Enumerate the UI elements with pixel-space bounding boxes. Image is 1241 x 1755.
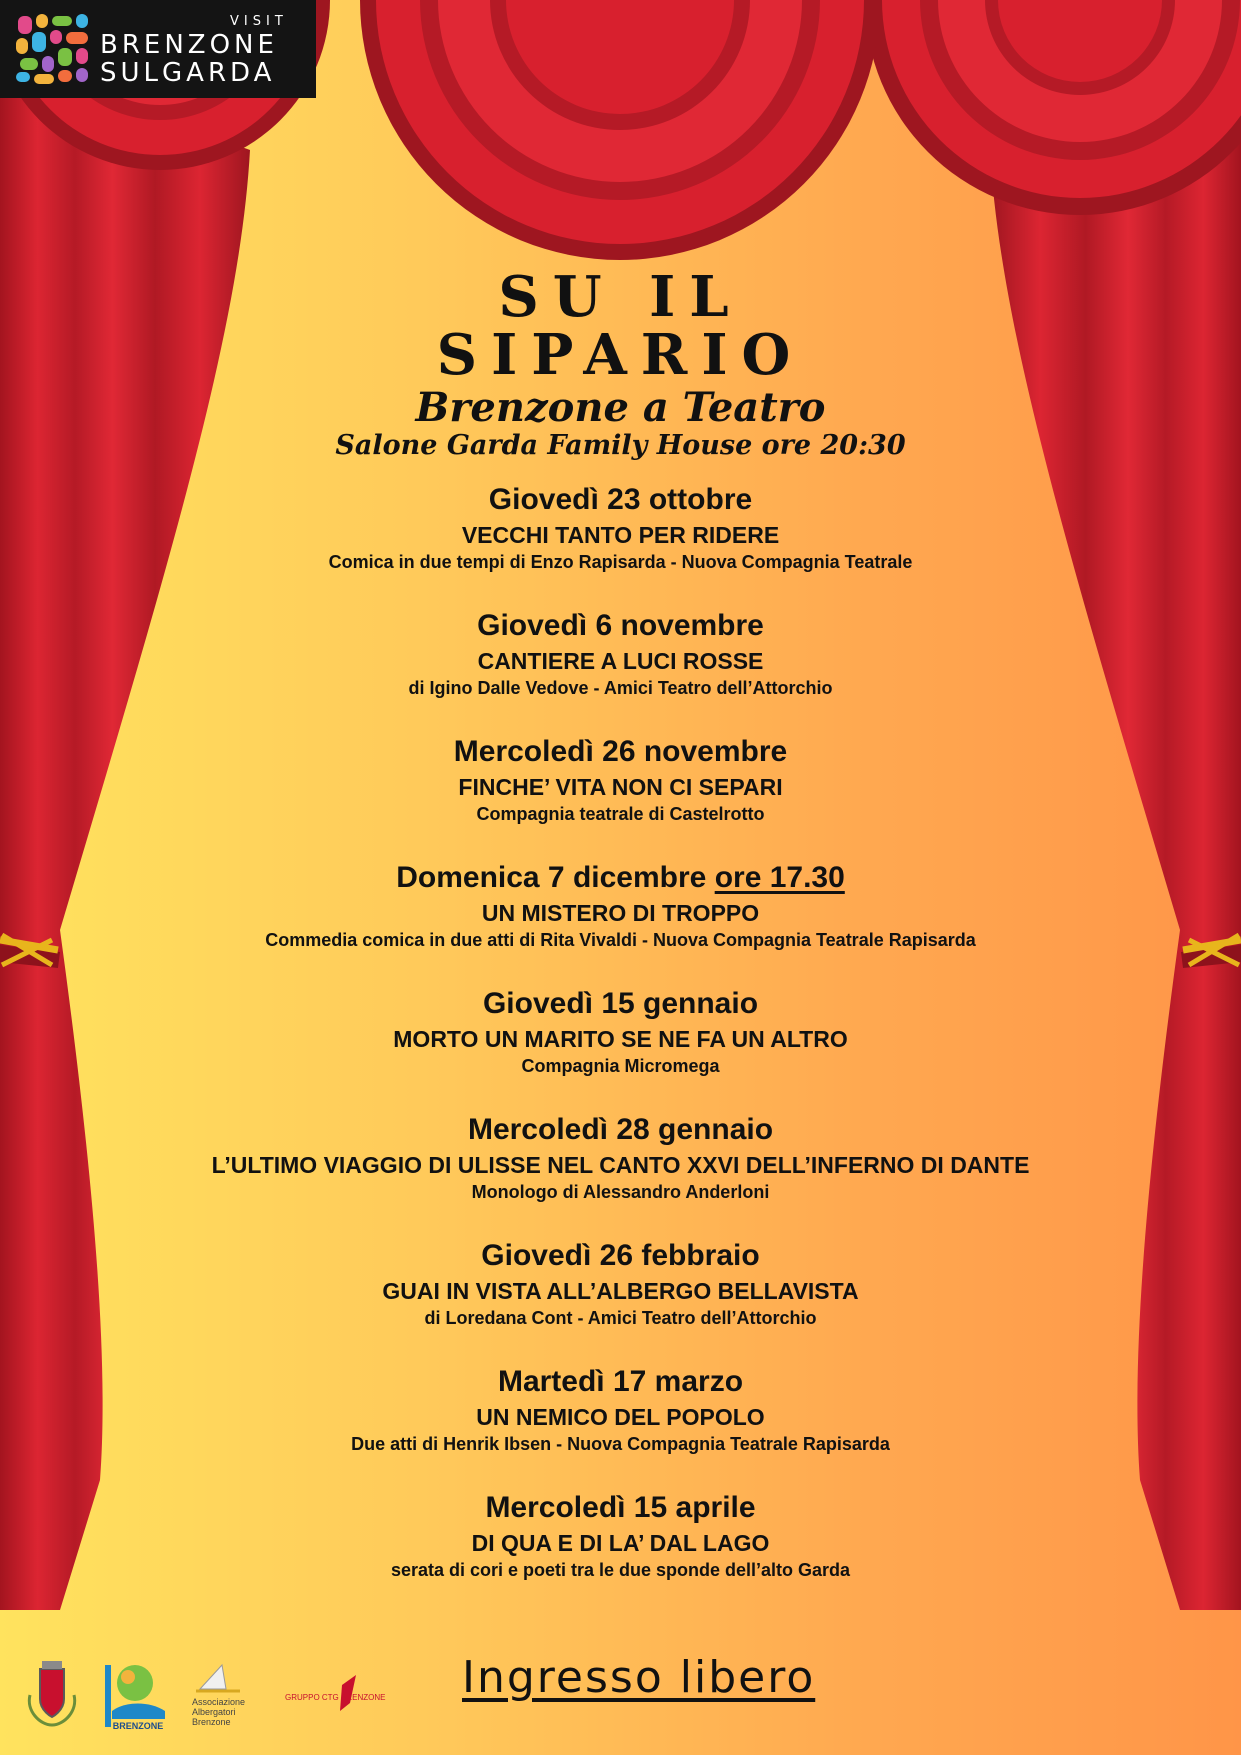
logo-brenzone: BRENZONE [100,30,278,60]
event-description: Compagnia Micromega [521,1056,720,1076]
ctg-label: GRUPPO CTG BRENZONE [285,1693,386,1702]
event-date: Giovedì 15 gennaio [482,987,759,1020]
event-description: Commedia comica in due atti di Rita Vivaldi - Nuova Compagnia Teatrale Rapisarda [265,930,976,950]
event-item [0,858,1241,984]
event-item [0,1488,1241,1614]
event-title: VECCHI TANTO PER RIDERE [461,522,780,548]
event-description: Compagnia teatrale di Castelrotto [476,804,765,824]
poster-content [0,264,1241,1614]
event-title: GUAI IN VISTA ALL’ALBERGO BELLAVISTA [382,1278,859,1304]
event-list [0,480,1241,1614]
event-description: di Loredana Cont - Amici Teatro dell’Attorchio [424,1308,817,1328]
event-item [0,480,1241,606]
albergatori-line2: Albergatori [192,1707,236,1717]
event-title: MORTO UN MARITO SE NE FA UN ALTRO [393,1026,848,1052]
event-item [0,984,1241,1110]
albergatori-logo [192,1665,245,1727]
event-date: Giovedì 6 novembre [477,609,764,642]
event-date: Martedì 17 marzo [497,1365,744,1398]
event-description: Due atti di Henrik Ibsen - Nuova Compagnia Teatrale Rapisarda [351,1434,890,1454]
event-date: Giovedì 23 ottobre [488,483,753,516]
pro-loco-logo [105,1665,165,1731]
event-description: Monologo di Alessandro Anderloni [471,1182,770,1202]
albergatori-line1: Associazione [192,1697,246,1707]
event-title: UN NEMICO DEL POPOLO [476,1404,765,1430]
event-item [0,1236,1241,1362]
event-title: CANTIERE A LUCI ROSSE [477,648,764,674]
visit-brenzone-logo[interactable] [0,0,316,98]
albergatori-line3: Brenzone [192,1717,231,1727]
event-title: FINCHE’ VITA NON CI SEPARI [458,774,783,800]
sponsor-logos [0,1655,440,1735]
event-date: Giovedì 26 febbraio [481,1239,760,1272]
title-line1: SU IL [498,264,743,330]
event-description: Comica in due tempi di Enzo Rapisarda - Nuova Compagnia Teatrale [328,552,913,572]
event-item [0,732,1241,858]
event-time: ore 17.30 [714,861,845,894]
logo-visit: VISIT [230,14,288,29]
venue-time: Salone Garda Family House ore 20:30 [335,430,906,461]
ctg-logo [285,1675,385,1711]
mosaic-icon [16,14,90,84]
event-item [0,1110,1241,1236]
event-date-line [0,858,1241,898]
event-item [0,1362,1241,1488]
title-line2: SIPARIO [436,322,805,388]
event-date: Mercoledì 26 novembre [453,735,788,768]
event-description: serata di cori e poeti tra le due sponde dell’alto Garda [390,1560,851,1580]
event-title: DI QUA E DI LA’ DAL LAGO [471,1530,770,1556]
event-item [0,606,1241,732]
pro-loco-label: BRENZONE [112,1721,164,1731]
subtitle: Brenzone a Teatro [415,384,826,431]
event-description: di Igino Dalle Vedove - Amici Teatro dell’Attorchio [408,678,833,698]
free-entry-label: Ingresso libero [462,1652,816,1703]
event-title: UN MISTERO DI TROPPO [481,900,760,926]
coat-of-arms-icon [29,1661,74,1725]
logo-sul-garda: SULGARDA [100,58,276,88]
event-date: Mercoledì 15 aprile [485,1491,756,1524]
event-date: Mercoledì 28 gennaio [467,1113,774,1146]
event-title: L’ULTIMO VIAGGIO DI ULISSE NEL CANTO XXVI DELL’INFERNO DI DANTE [211,1152,1030,1178]
event-date: Domenica 7 dicembre [396,861,707,894]
